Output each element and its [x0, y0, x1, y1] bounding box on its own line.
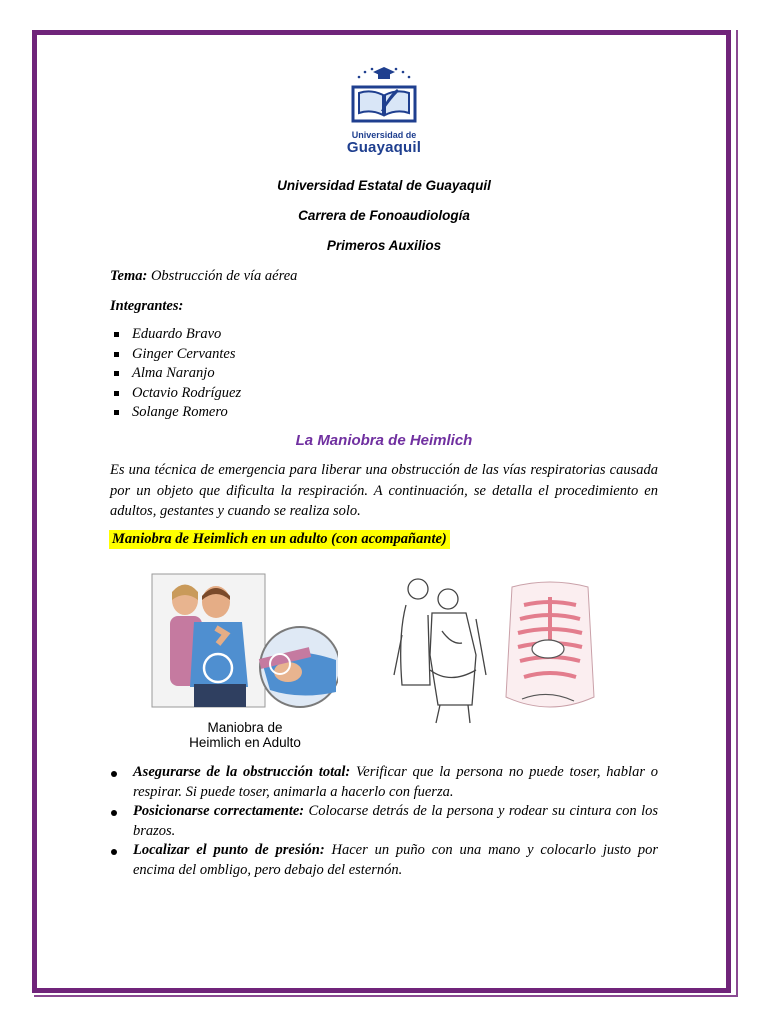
step-title: Localizar el punto de presión: — [133, 842, 325, 858]
book-shield-icon — [345, 65, 423, 127]
heimlich-adult-illustration — [150, 572, 338, 712]
bullet-icon — [111, 849, 117, 855]
figure-caption — [145, 720, 345, 750]
figure-caption-line-2: Heimlich en Adulto — [189, 735, 301, 750]
step-text: Verificar que la persona no puede toser, hablar o respirar. Si puede toser, animarla a hacerlo con fuerza. — [133, 764, 658, 800]
page-border-shadow — [736, 30, 738, 995]
square-bullet-icon — [114, 391, 119, 396]
list-item — [110, 364, 241, 384]
steps-list — [110, 763, 658, 880]
step-text: Hacer un puño con una mano y colocarlo justo por encima del ombligo, pero debajo del esternón. — [133, 842, 658, 878]
square-bullet-icon — [114, 371, 119, 376]
step-title: Posicionarse correctamente: — [133, 803, 305, 819]
page-border-shadow-bottom — [34, 995, 738, 997]
logo-text-top: Universidad de — [351, 130, 417, 140]
step-title: Asegurarse de la obstrucción total: — [133, 764, 351, 780]
topic-value: Obstrucción de vía aérea — [150, 268, 298, 284]
university-name: Universidad Estatal de Guayaquil — [277, 178, 491, 193]
member-name: Eduardo Bravo — [132, 326, 222, 343]
highlighted-subheading: Maniobra de Heimlich en un adulto (con acompañante) — [109, 530, 450, 549]
member-name: Solange Romero — [132, 404, 228, 421]
intro-paragraph: Es una técnica de emergencia para liberar una obstrucción de las vías respiratorias causada por un objeto que dificulta la respiración. A continuación, se detalla el procedimiento en adultos, gestantes y cuando se realiza solo. — [110, 462, 658, 519]
step-text: Colocarse detrás de la persona y rodear su cintura con los brazos. — [133, 803, 658, 839]
university-logo — [345, 65, 423, 160]
subject-name: Primeros Auxilios — [326, 238, 442, 253]
list-item — [110, 384, 241, 404]
list-item — [110, 802, 658, 841]
figure-caption-line-1: Maniobra de — [207, 720, 283, 735]
list-item — [110, 403, 241, 423]
list-item — [110, 325, 241, 345]
square-bullet-icon — [114, 410, 119, 415]
section-title: La Maniobra de Heimlich — [295, 432, 473, 449]
member-name: Alma Naranjo — [132, 365, 215, 382]
square-bullet-icon — [114, 352, 119, 357]
member-name: Ginger Cervantes — [132, 345, 236, 362]
members-label: Integrantes: — [110, 298, 184, 314]
career-name: Carrera de Fonoaudiología — [298, 208, 470, 223]
square-bullet-icon — [114, 332, 119, 337]
list-item — [110, 763, 658, 802]
topic-label: Tema: — [110, 268, 148, 284]
list-item — [110, 841, 658, 880]
member-name: Octavio Rodríguez — [132, 384, 242, 401]
bullet-icon — [111, 810, 117, 816]
list-item — [110, 345, 241, 365]
bullet-icon — [111, 771, 117, 777]
heimlich-line-drawing — [390, 575, 600, 725]
logo-text-bottom: Guayaquil — [346, 139, 422, 156]
members-list — [110, 325, 241, 423]
topic-line — [110, 268, 297, 285]
